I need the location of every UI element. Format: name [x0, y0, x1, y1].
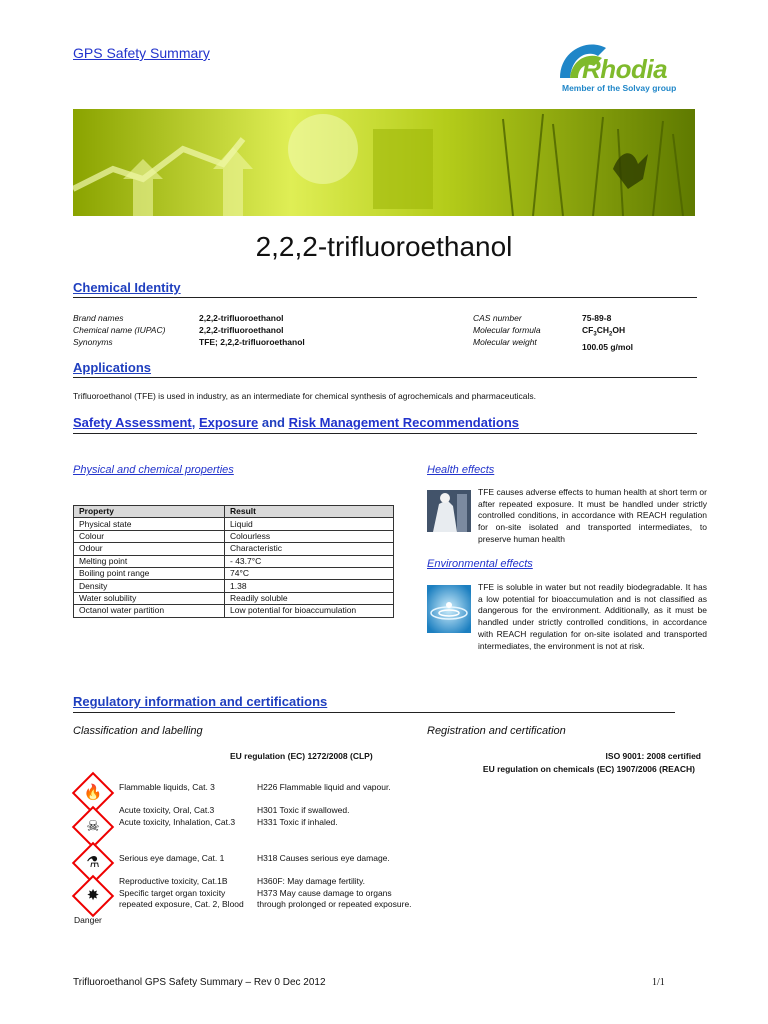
molecular-weight-value: 100.05 g/mol: [582, 341, 634, 352]
page-number: 1/1: [652, 977, 665, 988]
result-cell: - 43.7°C: [225, 555, 394, 567]
property-cell: Water solubility: [74, 592, 225, 604]
hazard-statement: H318 Causes serious eye damage.: [257, 853, 390, 863]
water-drop-photo-icon: [427, 585, 471, 633]
signal-word: Danger: [74, 915, 102, 925]
brand-names-label: Brand names: [73, 313, 124, 323]
safety-assessment-link[interactable]: Safety Assessment: [73, 415, 192, 430]
doc-type-title: GPS Safety Summary: [73, 45, 210, 61]
table-row: [74, 530, 394, 542]
hazard-pictogram: [76, 810, 110, 844]
regulatory-heading[interactable]: Regulatory information and certifications: [73, 694, 328, 709]
iso-certification: ISO 9001: 2008 certified: [605, 751, 701, 761]
property-cell: Octanol water partition: [74, 605, 225, 617]
cas-number-value: 75-89-8: [582, 313, 612, 323]
divider: [73, 712, 675, 713]
divider: [73, 433, 697, 434]
logo-wordmark: Rhodia: [582, 54, 668, 84]
hazard-class: Reproductive toxicity, Cat.1B Specific target organ toxicity repeated exposure, Cat. 2, Blood: [119, 876, 244, 909]
molecular-formula-value: $CF_3CH_2OH$: [582, 325, 626, 338]
identity-right-values: [582, 312, 633, 353]
hazard-class: Serious eye damage, Cat. 1: [119, 853, 225, 863]
divider: [73, 297, 697, 298]
safety-heading: [73, 415, 519, 430]
molecular-weight-label: Molecular weight: [473, 337, 537, 347]
rhodia-logo: [558, 40, 698, 96]
table-row: [74, 592, 394, 604]
result-cell: Colourless: [225, 530, 394, 542]
result-cell: Liquid: [225, 518, 394, 530]
heading-separator: and: [258, 415, 289, 430]
divider: [73, 377, 697, 378]
skull-crossbones-pictogram-icon: ☠: [86, 818, 100, 835]
classification-heading: Classification and labelling: [73, 725, 203, 737]
banner-collage-icon: [73, 109, 695, 216]
hazard-class: Flammable liquids, Cat. 3: [119, 782, 215, 792]
health-effects-heading[interactable]: Health effects: [427, 464, 495, 476]
property-cell: Colour: [74, 530, 225, 542]
physchem-heading[interactable]: Physical and chemical properties: [73, 464, 234, 476]
result-cell: 74°C: [225, 567, 394, 579]
chemical-identity-heading[interactable]: Chemical Identity: [73, 280, 181, 295]
result-cell: 1.38: [225, 580, 394, 592]
iupac-name-label: Chemical name (IUPAC): [73, 325, 166, 335]
applications-heading[interactable]: Applications: [73, 360, 152, 375]
registration-heading: Registration and certification: [427, 725, 566, 737]
table-row: [74, 580, 394, 592]
clp-regulation: EU regulation (EC) 1272/2008 (CLP): [230, 751, 373, 761]
table-header-property: Property: [74, 506, 225, 518]
environmental-effects-heading[interactable]: Environmental effects: [427, 558, 533, 570]
health-effects-photo: [427, 490, 471, 532]
applications-text: Trifluoroethanol (TFE) is used in industry, as an intermediate for chemical synthesis of agrochemicals and pharmaceuticals.: [73, 391, 536, 401]
synonyms-value: TFE; 2,2,2-trifluoroethanol: [199, 337, 305, 347]
molecular-formula-label: Molecular formula: [473, 325, 541, 335]
worker-photo-icon: [427, 490, 471, 532]
environmental-effects-photo: [427, 585, 471, 633]
result-cell: Readily soluble: [225, 592, 394, 604]
flame-pictogram-icon: 🔥: [83, 784, 103, 801]
logo-tagline: Member of the Solvay group: [562, 83, 677, 93]
hazard-class: Acute toxicity, Oral, Cat.3 Acute toxicity, Inhalation, Cat.3: [119, 805, 236, 827]
iupac-name-value: 2,2,2-trifluoroethanol: [199, 325, 284, 335]
health-effects-text: TFE causes adverse effects to human health at short term or after repeated exposure. It must be handled under strictly controlled conditions, in accordance with REACH regulation for on-site isolated and transported intermediates, to preserve human health: [478, 487, 707, 544]
reach-regulation: EU regulation on chemicals (EC) 1907/2006 (REACH): [482, 764, 695, 774]
synonyms-label: Synonyms: [73, 337, 113, 347]
table-row: [74, 605, 394, 617]
risk-management-link[interactable]: Risk Management Recommendations: [288, 415, 520, 430]
hazard-statement: H360F: May damage fertility. H373 May cause damage to organs through prolonged or repeated exposure.: [257, 876, 412, 909]
environmental-effects-text: TFE is soluble in water but not readily biodegradable. It has a low potential for bioaccumulation and is not classified as dangerous for the environment. Additionally, as it must be handled under strictly controlled conditions, in accordance with REACH regulation for on-site isolated and transported intermediates, the environment is not at risk.: [478, 582, 707, 651]
table-row: [74, 543, 394, 555]
property-cell: Melting point: [74, 555, 225, 567]
hazard-pictogram: [76, 879, 110, 913]
property-cell: Boiling point range: [74, 567, 225, 579]
page-title: 2,2,2-trifluoroethanol: [255, 231, 513, 262]
heading-separator: ,: [191, 415, 199, 430]
identity-left-values: [199, 312, 305, 348]
property-cell: Density: [74, 580, 225, 592]
hazard-statement: H226 Flammable liquid and vapour.: [257, 782, 391, 792]
property-cell: Physical state: [74, 518, 225, 530]
cas-number-label: CAS number: [473, 313, 522, 323]
hazard-statement: H301 Toxic if swallowed. H331 Toxic if inhaled.: [257, 805, 350, 827]
footer-text: Trifluoroethanol GPS Safety Summary – Rev 0 Dec 2012: [73, 977, 326, 988]
table-header-row: [74, 506, 394, 518]
exposure-link[interactable]: Exposure: [198, 415, 259, 430]
banner-image: [73, 109, 695, 216]
table-header-result: Result: [225, 506, 394, 518]
property-cell: Odour: [74, 543, 225, 555]
table-row: [74, 518, 394, 530]
identity-right-labels: [473, 312, 541, 348]
health-hazard-pictogram-icon: ✸: [86, 887, 100, 904]
brand-names-value: 2,2,2-trifluoroethanol: [199, 313, 284, 323]
result-cell: Low potential for bioaccumulation: [225, 605, 394, 617]
corrosion-pictogram-icon: ⚗: [86, 854, 100, 871]
result-cell: Characteristic: [225, 543, 394, 555]
properties-table: [73, 505, 394, 618]
table-row: [74, 555, 394, 567]
table-row: [74, 567, 394, 579]
identity-left-labels: [73, 312, 165, 348]
